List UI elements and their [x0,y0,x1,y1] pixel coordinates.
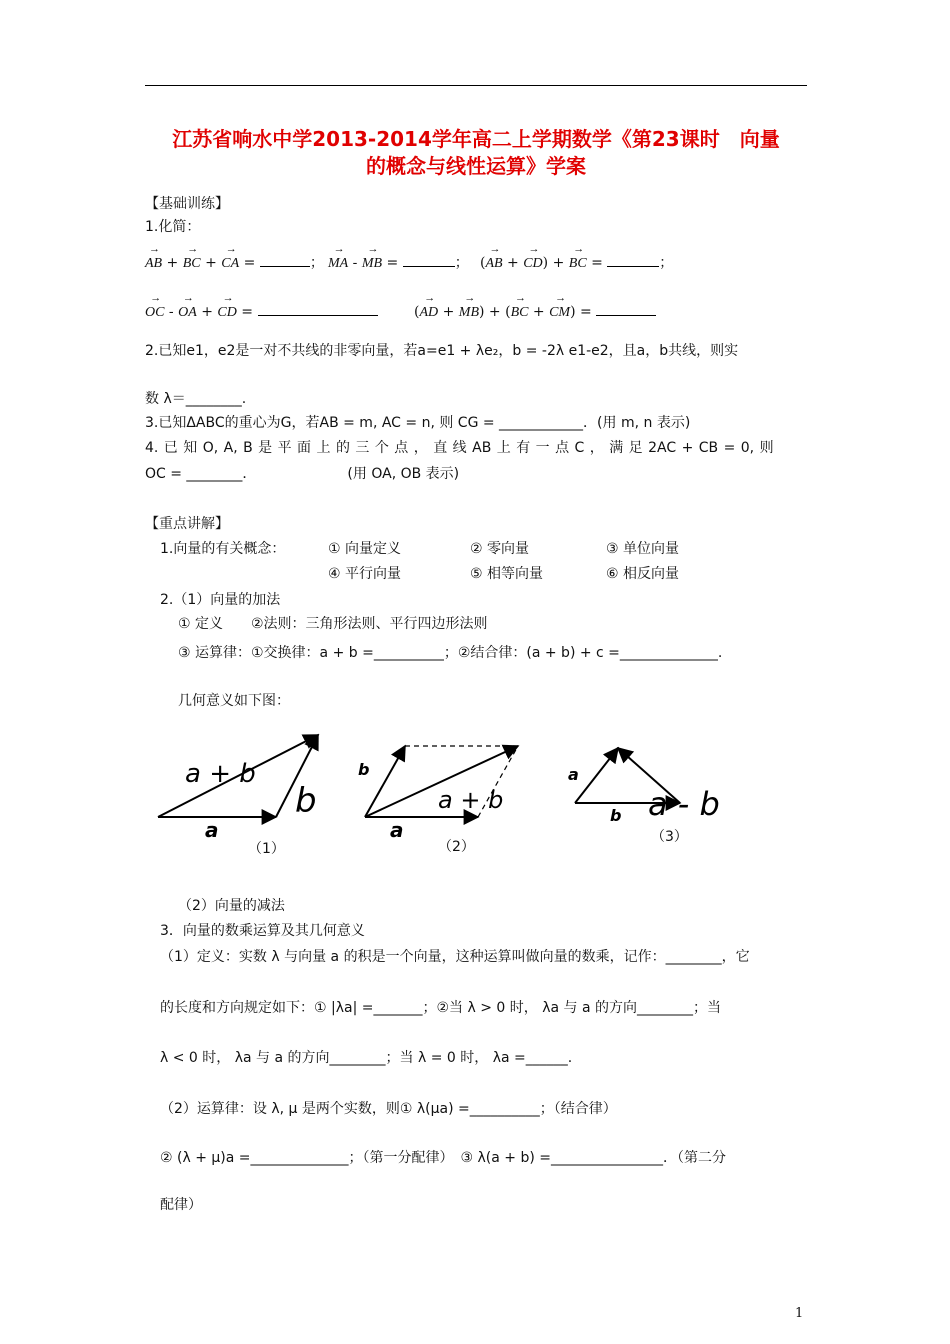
addition-definition: ① 定义 ②法则：三角形法则、平行四边形法则 [178,616,488,632]
q2-text: 2.已知e1，e2是一对不共线的非零向量，若a=e1 + λe₂，b = -2λ e1-e2，且a，b共线，则实 [145,343,739,359]
concept-4: ④ 平行向量 [328,566,402,582]
q1-expr-3: (→ AB + → CD) + → BC = ； [480,252,673,272]
q1-expr-4: → OC - → OA + → CD = [145,301,378,321]
concept-2: ② 零向量 [470,541,530,557]
scalar-laws-line1: （2）运算律：设 λ, μ 是两个实数，则① λ(μa) =__________；（结合律） [160,1101,617,1117]
q4-text-2: OC = ________． (用 OA, OB 表示) [145,466,460,482]
figure-2-parallelogram-rule [358,746,518,842]
basic-training-heading: 【基础训练】 [145,196,229,212]
geometric-meaning-text: 几何意义如下图： [178,693,290,709]
concept-3: ③ 单位向量 [606,541,680,557]
item1-label: 1.向量的有关概念： [160,541,286,557]
q3-text: 3.已知ΔABC的重心为G，若AB = m, AC = n, 则 CG = ____________．(用 m, n 表示) [145,415,691,431]
fig2-a-label: a [390,818,404,842]
scalar-definition-line2: 的长度和方向规定如下：① |λa| =_______；②当 λ > 0 时， λa 与 a 的方向________；当 [160,1000,721,1016]
addition-laws: ③ 运算律：①交换律：a + b =__________；②结合律：(a + b) + c =______________. [178,645,723,661]
q1-label: 1.化简： [145,219,201,235]
figure-3-caption: （3） [651,829,688,845]
subtraction-label: （2）向量的减法 [178,898,285,914]
q2-text-2: 数 λ＝________. [145,391,247,407]
figure-1-triangle-rule [158,735,318,842]
scalar-definition-line3: λ < 0 时， λa 与 a 的方向________；当 λ = 0 时， λa =______. [160,1050,573,1066]
figure-1-caption: （1） [248,841,285,857]
fig3-a-label: a [568,765,579,784]
figure-2-caption: （2） [438,839,475,855]
figure-3-subtraction [568,748,720,825]
fig2-sum-label: a + b [438,786,504,814]
page-number: 1 [795,1306,804,1321]
fig3-b-label: b [610,806,622,825]
q4-text: 4. 已 知 O, A, B 是 平 面 上 的 三 个 点 ， 直 线 AB 上 有 一 点 C ， 满 足 2AC + CB = 0, 则 [145,440,774,456]
scalar-laws-line2: ② (λ + μ)a =______________；（第一分配律） ③ λ(a + b) =________________．（第二分 [160,1150,726,1166]
header-rule [145,85,807,86]
fig3-diff-label: a - b [648,785,720,823]
fig2-b-label: b [358,760,370,779]
item3-label: 3．向量的数乘运算及其几何意义 [160,923,365,939]
scalar-definition-line1: （1）定义：实数 λ 与向量 a 的积是一个向量，这种运算叫做向量的数乘，记作：________，它 [160,949,750,965]
concept-6: ⑥ 相反向量 [606,566,680,582]
q1-expr-2: → MA - → MB = ； [328,252,469,272]
concept-1: ① 向量定义 [328,541,402,557]
q1-expr-1: → AB + → BC + → CA = ； [145,252,324,272]
key-points-heading: 【重点讲解】 [145,516,229,532]
q1-expr-5: (→ AD + → MB) + (→ BC + → CM) = [414,301,656,321]
document-title-line2: 的概念与线性运算》学案 [366,154,586,178]
document-title-line1: 江苏省响水中学2013-2014学年高二上学期数学《第23课时 向量 [172,127,780,151]
scalar-laws-line3: 配律） [160,1197,202,1213]
item2-label: 2.（1）向量的加法 [160,592,281,608]
fig1-a-label: a [205,818,219,842]
concept-5: ⑤ 相等向量 [470,566,544,582]
fig1-b-label: b [295,781,317,821]
fig1-sum-label: a + b [185,759,256,789]
